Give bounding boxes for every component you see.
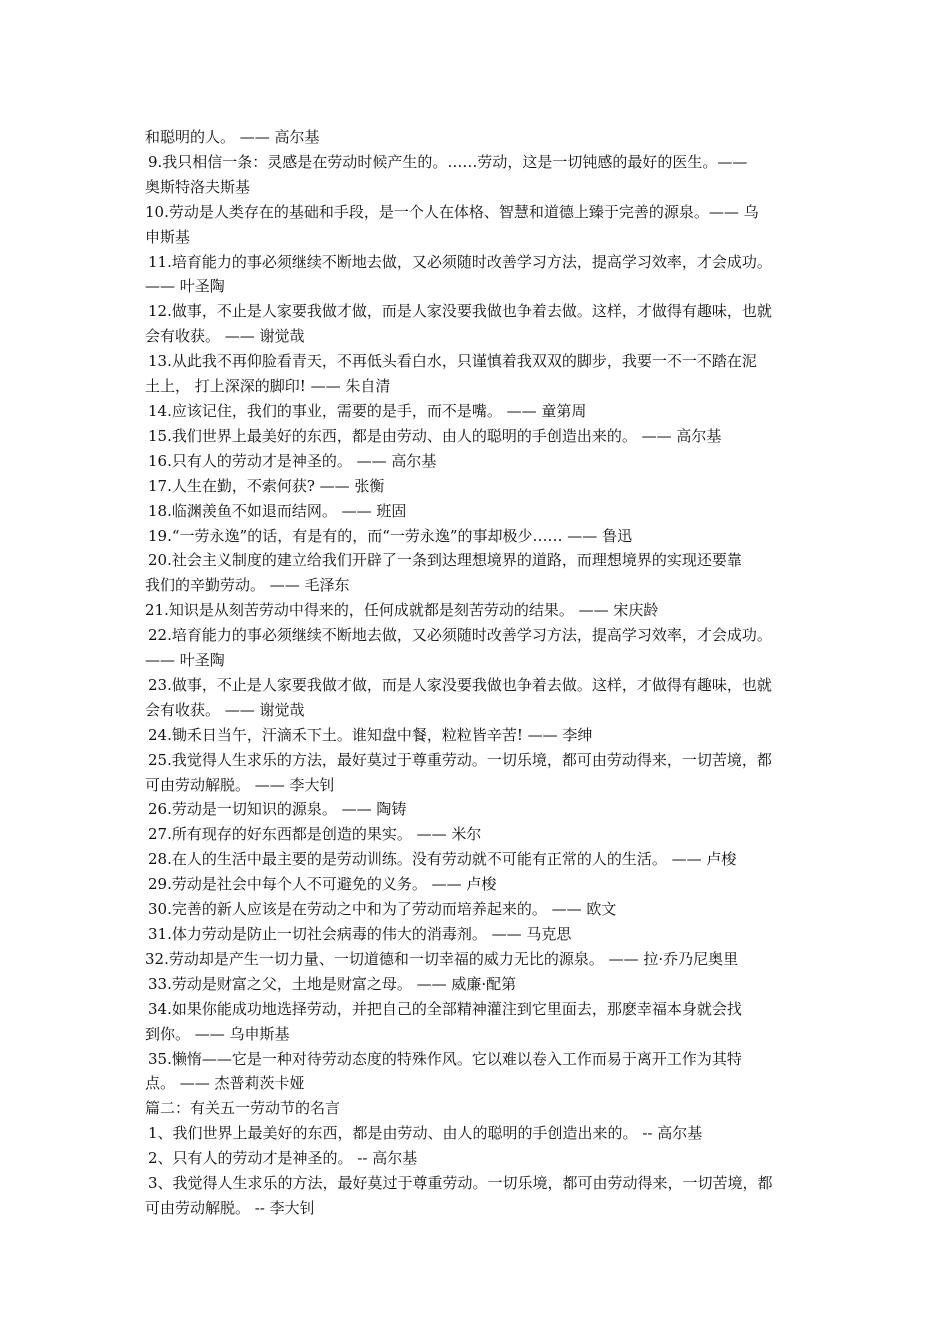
text-line: 16.只有人的劳动才是神圣的。 —— 高尔基 [148, 451, 437, 470]
text-line: 申斯基 [145, 227, 191, 246]
text-line: 土上， 打上深深的脚印! —— 朱自清 [145, 377, 391, 396]
text-line: 篇二：有关五一劳动节的名言 [145, 1099, 341, 1118]
text-line: 到你。 —— 乌申斯基 [145, 1024, 290, 1043]
text-line: 3、我觉得人生求乐的方法，最好莫过于尊重劳动。一切乐境，都可由劳动得来，一切苦境，都 [148, 1174, 773, 1193]
text-line: —— 叶圣陶 [145, 277, 225, 296]
text-line: —— 叶圣陶 [145, 651, 225, 670]
text-line: 30.完善的新人应该是在劳动之中和为了劳动而培养起来的。 —— 欧文 [148, 900, 617, 919]
text-line: 35.懒惰——它是一种对待劳动态度的特殊作风。它以难以卷入工作而易于离开工作为其特 [148, 1049, 742, 1068]
text-line: 1、我们世界上最美好的东西，都是由劳动、由人的聪明的手创造出来的。 -- 高尔基 [148, 1124, 703, 1143]
text-line: 29.劳动是社会中每个人不可避免的义务。 —— 卢梭 [148, 875, 497, 894]
text-line: 20.社会主义制度的建立给我们开辟了一条到达理想境界的道路，而理想境界的实现还要靠 [148, 551, 742, 570]
text-line: 14.应该记住，我们的事业，需要的是手，而不是嘴。 —— 童第周 [148, 401, 587, 420]
text-line: 21.知识是从刻苦劳动中得来的，任何成就都是刻苦劳动的结果。 —— 宋庆龄 [145, 601, 659, 620]
text-line: 26.劳动是一切知识的源泉。 —— 陶铸 [148, 800, 407, 819]
text-line: 33.劳动是财富之父，土地是财富之母。 —— 威廉·配第 [148, 974, 517, 993]
text-line: 34.如果你能成功地选择劳动，并把自己的全部精神灌注到它里面去，那麽幸福本身就会找 [148, 999, 742, 1018]
text-line: 13.从此我不再仰脸看青天，不再低头看白水，只谨慎着我双双的脚步，我要一不一不踏在泥 [148, 352, 757, 371]
text-line: 可由劳动解脱。 —— 李大钊 [145, 775, 335, 794]
text-line: 24.锄禾日当午，汗滴禾下土。谁知盘中餐，粒粒皆辛苦! —— 李绅 [148, 725, 593, 744]
text-line: 31.体力劳动是防止一切社会病毒的伟大的消毒剂。 —— 马克思 [148, 925, 572, 943]
text-line: 28.在人的生活中最主要的是劳动训练。没有劳动就不可能有正常的人的生活。 —— 卢梭 [148, 850, 737, 869]
document-page [145, 125, 825, 1221]
text-line: 25.我觉得人生求乐的方法，最好莫过于尊重劳动。一切乐境，都可由劳动得来，一切苦境，都 [148, 750, 772, 769]
text-line: 18.临渊羡鱼不如退而结网。 —— 班固 [148, 501, 407, 520]
text-line: 23.做事，不止是人家要我做才做，而是人家没要我做也争着去做。这样，才做得有趣味，也就 [148, 675, 772, 694]
text-line: 12.做事，不止是人家要我做才做，而是人家没要我做也争着去做。这样，才做得有趣味，也就 [148, 302, 772, 321]
text-line: 22.培育能力的事必须继续不断地去做，又必须随时改善学习方法，提高学习效率，才会成功。 [148, 626, 772, 645]
text-line: 我们的辛勤劳动。 —— 毛泽东 [145, 576, 350, 595]
text-line: 17.人生在勤，不索何获? —— 张衡 [148, 476, 385, 495]
text-line: 27.所有现存的好东西都是创造的果实。 —— 米尔 [148, 825, 482, 844]
text-line: 会有收获。 —— 谢觉哉 [145, 700, 305, 719]
text-line: 9.我只相信一条：灵感是在劳动时候产生的。……劳动，这是一切钝感的最好的医生。—— [148, 152, 748, 171]
text-line: 会有收获。 —— 谢觉哉 [145, 327, 305, 346]
text-line: 10.劳动是人类存在的基础和手段，是一个人在体格、智慧和道德上臻于完善的源泉。—— 乌 [145, 202, 759, 221]
text-line: 可由劳动解脱。 -- 李大钊 [145, 1198, 315, 1217]
text-line: 15.我们世界上最美好的东西，都是由劳动、由人的聪明的手创造出来的。 —— 高尔基 [148, 426, 722, 445]
text-line: 11.培育能力的事必须继续不断地去做，又必须随时改善学习方法，提高学习效率，才会成功。 [148, 252, 772, 271]
text-line: 点。 —— 杰普莉茨卡娅 [145, 1074, 305, 1093]
text-line: 32.劳动却是产生一切力量、一切道德和一切幸福的威力无比的源泉。 —— 拉·乔乃尼奥里 [145, 949, 739, 968]
text-line: 奥斯特洛夫斯基 [145, 177, 251, 196]
text-line: 19.“一劳永逸”的话，有是有的，而“一劳永逸”的事却极少…… —— 鲁迅 [148, 526, 633, 545]
text-line: 和聪明的人。 —— 高尔基 [145, 128, 320, 146]
text-line: 2、只有人的劳动才是神圣的。 -- 高尔基 [148, 1149, 418, 1168]
